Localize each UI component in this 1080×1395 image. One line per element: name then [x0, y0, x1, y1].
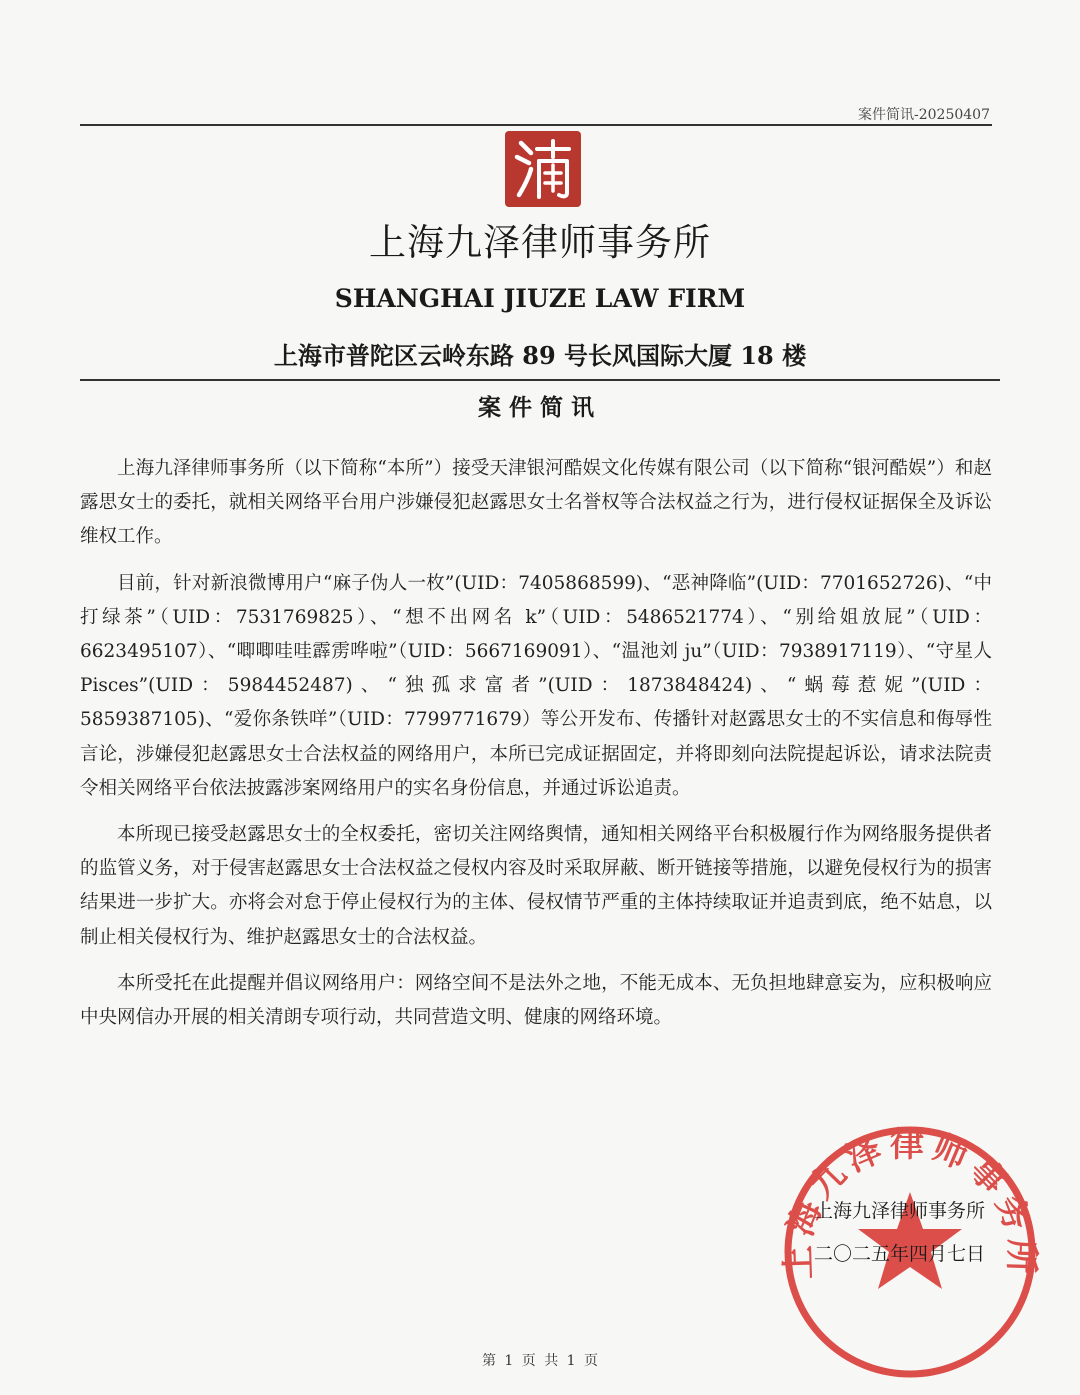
paragraph-2: 目前，针对新浪微博用户“麻子伪人一枚”(UID：7405868599)、“恶神降临”(UID：7701652726)、“中打绿茶”（UID：7531769825）、“想不出网名 k”（UID：5486521774）、“别给姐放屁”（UID：6623495107）、“唧唧哇哇霹雳哗啦”（UID：5667169091）、“温池刘 ju”（UID：7938917119）、“守星人 Pisces”(UID：5984452487)、“独孤求富者”(UID：1873848424)、“蜗莓惹妮”(UID：5859387105)、“爱你条铁咩”（UID：7799771679）等公开发布、传播针对赵露思女士的不实信息和侮辱性言论，涉嫌侵犯赵露思女士合法权益的网络用户，本所已完成证据固定，并将即刻向法院提起诉讼，请求法院责令相关网络平台依法披露涉案网络用户的实名身份信息，并通过诉讼追责。 — [80, 572, 992, 799]
page-footer: 第 1 页 共 1 页 — [481, 1353, 599, 1369]
reference-number: 案件简讯-20250407 — [858, 107, 990, 123]
firm-name-english: SHANGHAI JIUZE LAW FIRM — [334, 284, 746, 313]
title-rule — [80, 379, 1000, 381]
firm-logo — [505, 131, 581, 207]
signature-date: 二〇二五年四月七日 — [813, 1243, 985, 1265]
paragraph-3: 本所现已接受赵露思女士的全权委托，密切关注网络舆情，通知相关网络平台积极履行作为网络服务提供者的监管义务，对于侵害赵露思女士合法权益之侵权内容及时采取屏蔽、断开链接等措施，以避免侵权行为的损害结果进一步扩大。亦将会对怠于停止侵权行为的主体、侵权情节严重的主体持续取证并追责到底，绝不姑息，以制止相关侵权行为、维护赵露思女士的合法权益。 — [80, 824, 992, 948]
header-rule — [80, 124, 992, 126]
firm-name-chinese: 上海九泽律师事务所 — [369, 221, 711, 264]
signature-organization: 上海九泽律师事务所 — [813, 1200, 985, 1222]
paragraph-1: 上海九泽律师事务所（以下简称“本所”）接受天津银河酷娱文化传媒有限公司（以下简称“银河酷娱”）和赵露思女士的委托，就相关网络平台用户涉嫌侵犯赵露思女士名誉权等合法权益之行为，进行侵权证据保全及诉讼维权工作。 — [80, 458, 992, 548]
seal-text: 上海九泽律师事务所 — [778, 1124, 1042, 1280]
firm-address: 上海市普陀区云岭东路 89 号长风国际大厦 18 楼 — [273, 341, 807, 370]
document-title: 案件简讯 — [478, 394, 602, 421]
paragraph-4: 本所受托在此提醒并倡议网络用户：网络空间不是法外之地，不能无成本、无负担地肆意妄为，应积极响应中央网信办开展的相关清朗专项行动，共同营造文明、健康的网络环境。 — [80, 972, 992, 1029]
document-body — [80, 452, 992, 1047]
